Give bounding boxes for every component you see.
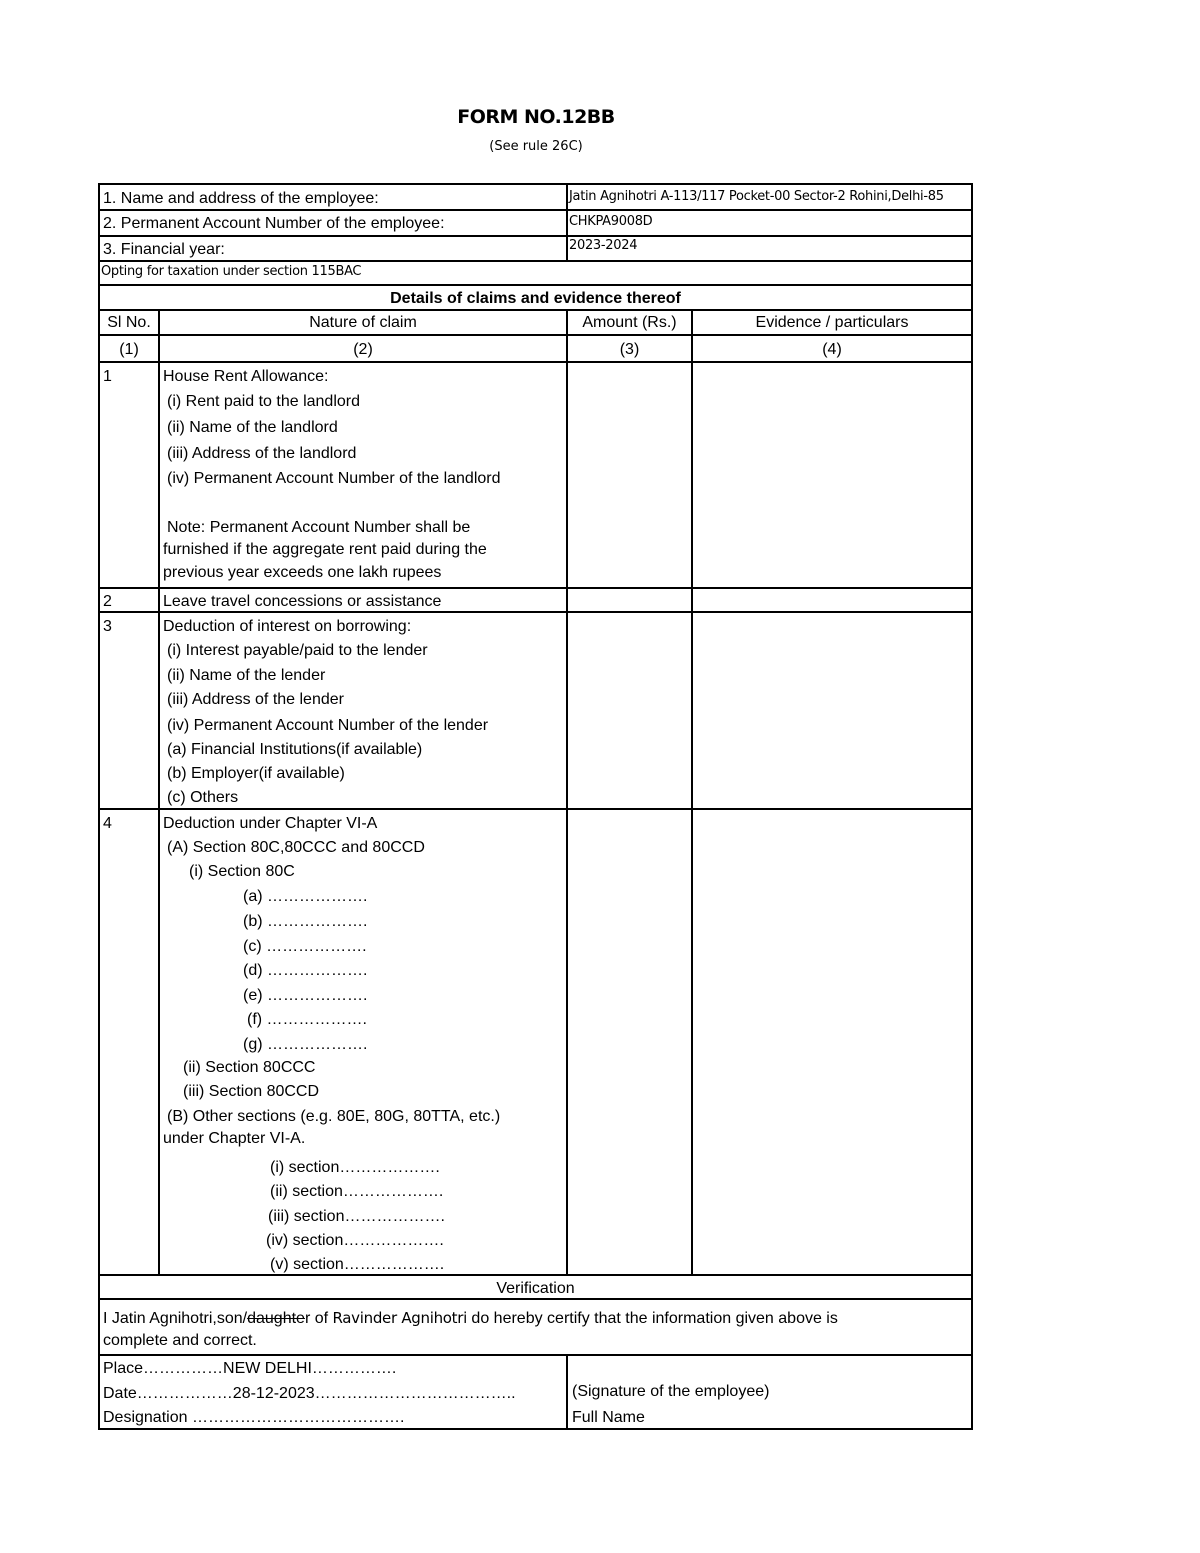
claim-line: (f) ………………. bbox=[247, 1011, 367, 1028]
claim-line: (i) section………………. bbox=[270, 1159, 440, 1176]
column-divider bbox=[158, 309, 160, 1274]
employee-name-label: 1. Name and address of the employee: bbox=[103, 190, 379, 207]
claim-line: (b) Employer(if available) bbox=[167, 765, 345, 782]
claim-line: (v) section………………. bbox=[270, 1256, 445, 1273]
place-field: Place……………NEW DELHI……………. bbox=[103, 1360, 397, 1377]
claim-line: (b) ………………. bbox=[243, 913, 368, 930]
item-number: 3 bbox=[103, 618, 112, 635]
claim-line: Leave travel concessions or assistance bbox=[163, 593, 442, 610]
claim-line: Note: Permanent Account Number shall be bbox=[167, 519, 471, 536]
item-number: 2 bbox=[103, 593, 112, 610]
claim-line: Deduction of interest on borrowing: bbox=[163, 618, 412, 635]
header-amount: Amount (Rs.) bbox=[582, 314, 677, 331]
verification-text-line2: complete and correct. bbox=[103, 1332, 257, 1349]
claim-line: (ii) Name of the landlord bbox=[167, 419, 338, 436]
row-divider bbox=[100, 1354, 971, 1356]
column-divider bbox=[566, 309, 568, 1274]
header-nature-of-claim: Nature of claim bbox=[309, 314, 417, 331]
date-field: Date………………28-12-2023……………………………….. bbox=[103, 1385, 516, 1402]
claim-line: under Chapter VI-A. bbox=[163, 1130, 306, 1147]
header-sl-no: Sl No. bbox=[107, 314, 151, 331]
signature-label: (Signature of the employee) bbox=[572, 1383, 770, 1400]
row-divider bbox=[100, 1274, 971, 1276]
claim-line: (c) Others bbox=[167, 789, 239, 806]
row-divider bbox=[100, 361, 971, 363]
claim-line: (ii) Name of the lender bbox=[167, 667, 326, 684]
claim-line: (i) Rent paid to the landlord bbox=[167, 393, 360, 410]
row-divider bbox=[100, 209, 971, 211]
employee-pan-label: 2. Permanent Account Number of the employee: bbox=[103, 215, 445, 232]
header-evidence: Evidence / particulars bbox=[755, 314, 909, 331]
claim-line: (B) Other sections (e.g. 80E, 80G, 80TTA, etc.) bbox=[167, 1108, 501, 1125]
column-divider bbox=[566, 185, 568, 260]
column-number: (4) bbox=[822, 341, 842, 358]
form-title: FORM NO.12BB bbox=[457, 106, 615, 128]
item-number: 1 bbox=[103, 368, 112, 385]
verification-title: Verification bbox=[496, 1280, 575, 1297]
row-divider bbox=[100, 808, 971, 810]
claim-line: (d) ………………. bbox=[243, 962, 368, 979]
claim-line: (c) ………………. bbox=[243, 938, 367, 955]
row-divider bbox=[100, 334, 971, 336]
employee-name-value: Jatin Agnihotri A-113/117 Pocket-00 Sector-2 Rohini,Delhi-85 bbox=[569, 189, 944, 204]
designation-field: Designation …………………………………. bbox=[103, 1409, 405, 1426]
claim-line: (iii) section………………. bbox=[268, 1208, 445, 1225]
column-number: (2) bbox=[353, 341, 373, 358]
item-number: 4 bbox=[103, 815, 112, 832]
column-number: (1) bbox=[119, 341, 139, 358]
employee-pan-value: CHKPA9008D bbox=[569, 214, 653, 229]
row-divider bbox=[100, 235, 971, 237]
claim-line: (iii) Section 80CCD bbox=[183, 1083, 320, 1100]
form-subtitle: (See rule 26C) bbox=[489, 139, 583, 154]
row-divider bbox=[100, 611, 971, 613]
claim-line: (e) ………………. bbox=[243, 987, 368, 1004]
claim-line: (i) Interest payable/paid to the lender bbox=[167, 642, 428, 659]
claim-line: (a) ………………. bbox=[243, 888, 368, 905]
claim-line: furnished if the aggregate rent paid during the bbox=[163, 541, 487, 558]
claim-line: (ii) section………………. bbox=[270, 1183, 444, 1200]
financial-year-label: 3. Financial year: bbox=[103, 241, 225, 258]
claim-line: (iii) Address of the lender bbox=[167, 691, 344, 708]
claim-line: (ii) Section 80CCC bbox=[183, 1059, 316, 1076]
column-divider bbox=[691, 309, 693, 1274]
column-divider bbox=[566, 1354, 568, 1430]
full-name-label: Full Name bbox=[572, 1409, 645, 1426]
claim-line: (i) Section 80C bbox=[189, 863, 295, 880]
claim-line: (iv) section………………. bbox=[266, 1232, 444, 1249]
row-divider bbox=[100, 587, 971, 589]
claim-line: previous year exceeds one lakh rupees bbox=[163, 564, 442, 581]
claim-line: Deduction under Chapter VI-A bbox=[163, 815, 378, 832]
claim-line: (a) Financial Institutions(if available) bbox=[167, 741, 423, 758]
form-table bbox=[98, 183, 973, 1430]
claims-section-title: Details of claims and evidence thereof bbox=[390, 290, 681, 307]
claim-line: (g) ………………. bbox=[243, 1036, 368, 1053]
claim-line: (iv) Permanent Account Number of the landlord bbox=[167, 470, 501, 487]
row-divider bbox=[100, 309, 971, 311]
claim-line: (A) Section 80C,80CCC and 80CCD bbox=[167, 839, 425, 856]
column-number: (3) bbox=[619, 341, 640, 358]
claim-line: House Rent Allowance: bbox=[163, 368, 329, 385]
claim-line: (iii) Address of the landlord bbox=[167, 445, 357, 462]
opting-note: Opting for taxation under section 115BAC bbox=[101, 264, 362, 279]
financial-year-value: 2023-2024 bbox=[569, 238, 638, 253]
row-divider bbox=[100, 284, 971, 286]
row-divider bbox=[100, 260, 971, 262]
row-divider bbox=[100, 1298, 971, 1300]
claim-line: (iv) Permanent Account Number of the lender bbox=[167, 717, 489, 734]
verification-text: I Jatin Agnihotri,son/daughter of Ravinder Agnihotri do hereby certify that the information given above is bbox=[103, 1309, 838, 1327]
